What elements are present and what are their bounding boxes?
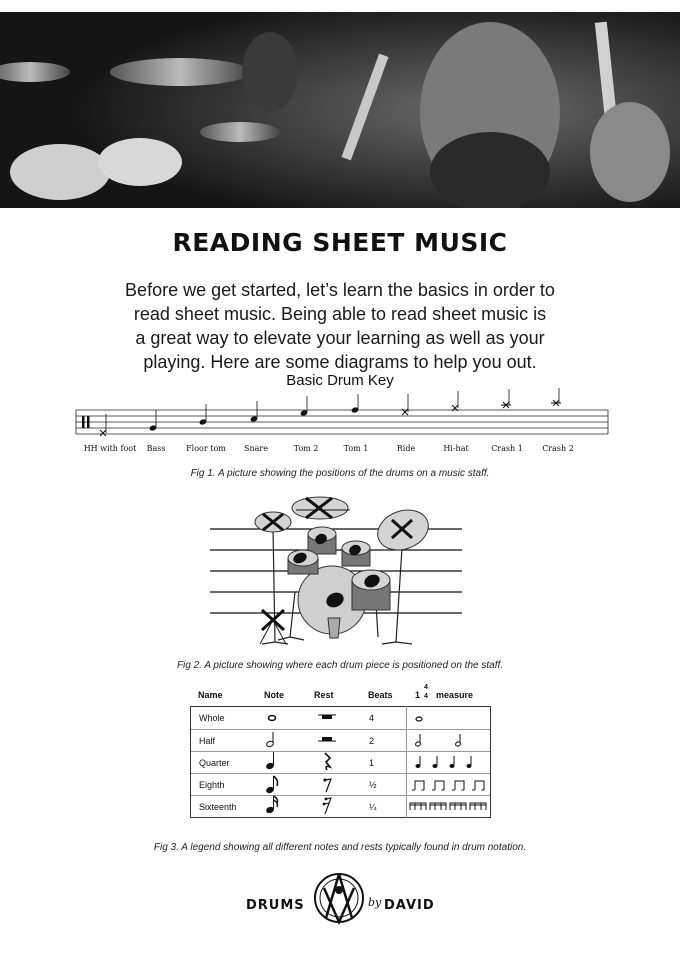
- ride-cymbal-icon: [372, 503, 434, 556]
- fig2-caption: Fig 2. A picture showing where each drum piece is positioned on the staff.: [176, 660, 504, 671]
- drum-label: Crash 2: [542, 444, 574, 453]
- eighth-note-icon: [265, 776, 277, 794]
- half-measure-icon: [415, 734, 461, 747]
- drum-key-staff: [72, 388, 612, 460]
- hero-photo-art: [0, 12, 680, 208]
- row-beats: 4: [369, 713, 375, 723]
- row-name: Eighth: [199, 780, 225, 790]
- crash-cymbal-left-icon: [255, 512, 291, 532]
- tom2-note-icon: [300, 396, 308, 417]
- drum-label: Bass: [146, 444, 166, 453]
- fig1-caption: Fig 1. A picture showing the positions of the drums on a music staff.: [190, 468, 490, 479]
- row-beats: 1: [369, 758, 375, 768]
- drum-label: Floor tom: [186, 444, 226, 453]
- floor-tom-icon: [352, 570, 390, 610]
- row-name: Half: [199, 736, 216, 746]
- header-measure-prefix: 1: [415, 690, 421, 700]
- whole-measure-icon: [416, 717, 422, 721]
- drum-label: HH with foot: [83, 444, 137, 453]
- page-title: READING SHEET MUSIC: [172, 228, 508, 257]
- note-legend-table: [190, 684, 490, 824]
- notation-symbols: [190, 706, 490, 818]
- eighth-rest-icon: [323, 778, 331, 792]
- tom-2-icon: [342, 541, 370, 566]
- floor-tom-note-icon: [199, 404, 207, 426]
- header-rest: Rest: [314, 690, 334, 700]
- sixteenth-measure-icon: [410, 803, 486, 810]
- time-sig-top: 4: [424, 684, 428, 691]
- sixteenth-rest-icon: [323, 798, 331, 814]
- intro-line: playing. Here are some diagrams to help you out.: [143, 352, 537, 372]
- row-name: Quarter: [199, 758, 230, 768]
- logo-text-left: DRUMS: [246, 898, 305, 913]
- crash2-note-icon: [551, 388, 561, 406]
- half-note-icon: [266, 732, 274, 748]
- time-sig-bottom: 4: [424, 693, 428, 700]
- tom-1-icon: [308, 527, 336, 554]
- drum-label: Snare: [244, 444, 268, 453]
- intro-line: Before we get started, let’s learn the basics in order to: [125, 280, 555, 300]
- drum-label: Ride: [396, 444, 416, 453]
- drum-label: Tom 2: [293, 444, 319, 453]
- half-rest-icon: [318, 737, 336, 741]
- eighth-measure-icon: [412, 781, 484, 790]
- hh-foot-note-icon: [100, 414, 106, 436]
- hihat-note-icon: [452, 391, 458, 411]
- intro-line: read sheet music. Being able to read sheet music is: [133, 304, 547, 324]
- quarter-measure-icon: [416, 756, 472, 768]
- logo-text-by: by: [368, 896, 382, 909]
- hero-photo: [0, 12, 680, 208]
- ride-note-icon: [402, 394, 408, 415]
- crash1-note-icon: [501, 389, 511, 408]
- fig3-caption: Fig 3. A legend showing all different notes and rests typically found in drum notation.: [153, 842, 527, 853]
- logo-emblem-icon: [312, 868, 366, 932]
- header-name: Name: [198, 690, 223, 700]
- header-note: Note: [264, 690, 284, 700]
- snare-note-icon: [250, 401, 258, 423]
- bass-note-icon: [149, 410, 157, 432]
- row-beats: ¼: [369, 802, 377, 812]
- row-beats: 2: [369, 736, 375, 746]
- sixteenth-note-icon: [265, 796, 277, 814]
- tom1-note-icon: [351, 394, 359, 414]
- intro-line: a great way to elevate your learning as well as your: [135, 328, 545, 348]
- drum-kit-staff-diagram: [200, 492, 480, 652]
- quarter-note-icon: [265, 752, 275, 770]
- header-beats: Beats: [368, 690, 393, 700]
- whole-rest-icon: [318, 715, 336, 719]
- percussion-clef-icon: [82, 416, 85, 428]
- drum-label: Crash 1: [491, 444, 523, 453]
- row-name: Whole: [199, 713, 225, 723]
- intro-paragraph: [90, 278, 590, 374]
- header-measure: measure: [436, 690, 474, 700]
- logo-text-right: DAVID: [384, 898, 435, 913]
- drums-by-david-logo: [240, 868, 440, 936]
- snare-drum-icon: [288, 550, 318, 574]
- crash-cymbal-top-icon: [292, 497, 350, 519]
- quarter-rest-icon: [325, 753, 330, 770]
- drum-label: Tom 1: [343, 444, 369, 453]
- drum-label: Hi-hat: [443, 444, 469, 453]
- row-name: Sixteenth: [199, 802, 237, 812]
- row-beats: ½: [369, 780, 377, 790]
- drum-key-title: Basic Drum Key: [286, 372, 394, 389]
- whole-note-icon: [269, 716, 276, 721]
